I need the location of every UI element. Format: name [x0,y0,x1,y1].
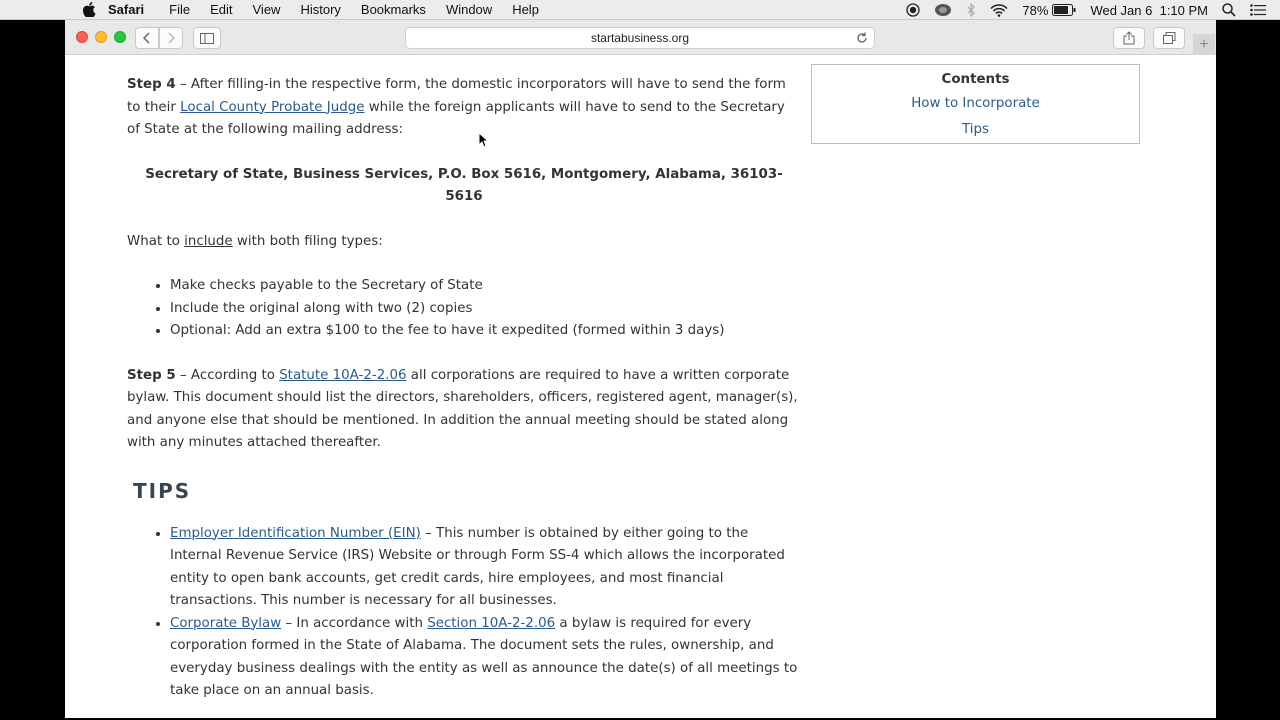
notification-center-icon[interactable] [1250,4,1266,16]
sidebar-icon [200,33,214,44]
filing-list [127,275,801,343]
battery-icon[interactable] [1052,4,1076,16]
menu-bar [0,0,1280,20]
include-link[interactable]: include [184,233,233,249]
ein-link[interactable]: Employer Identification Number (EIN) [170,525,421,541]
close-window-button[interactable] [76,31,88,43]
minimize-window-button[interactable] [95,31,107,43]
tips-heading: TIPS [133,478,192,503]
include-pre: What to [127,233,185,249]
include-post: with both filing types: [232,233,383,249]
list-item: • Include the original along with two (2) copies [170,298,801,321]
battery-percent: 78% [1022,2,1049,18]
mouse-cursor-icon [478,132,488,148]
step5-text-1: – According to [175,367,280,383]
cloud-app-icon[interactable] [934,3,952,17]
list-item: • Optional: Add an extra $100 to the fee to have it expedited (formed within 3 days) [170,320,801,343]
mailing-address: Secretary of State, Business Services, P.O. Box 5616, Montgomery, Alabama, 36103-5616 [145,166,783,204]
toc-item-tips[interactable]: Tips [962,122,989,137]
share-button[interactable] [1113,27,1145,49]
ein-text: – This number is obtained by either going to the Internal Revenue Service (IRS) Website or through Form SS-4 which allows the incorporated entity to open bank accounts, get credit cards, hire employees, and most financial transactions. This number is necessary for all businesses. [170,525,785,608]
menu-help[interactable]: Help [512,2,539,17]
forward-button[interactable] [159,27,183,49]
chevron-left-icon [143,32,151,44]
apple-menu-icon[interactable] [82,2,96,17]
menu-bookmarks[interactable]: Bookmarks [360,2,426,17]
statute-link[interactable]: Statute 10A-2-2.06 [279,367,407,383]
url-text: startabusiness.org [590,31,690,45]
address-bar[interactable] [405,27,875,49]
fullscreen-window-button[interactable] [114,31,126,43]
menu-file[interactable]: File [169,2,191,17]
toc-item-how-to-incorporate[interactable]: How to Incorporate [911,96,1040,111]
new-tab-button[interactable] [1193,34,1215,56]
bylaw-text: a bylaw is required for every corporation formed in the State of Alabama. The document sets the rules, ownership, and everyday business dealings with the entity as well as announce the date(s) of all meetings to take place on an annual basis. [170,615,798,698]
menu-view[interactable]: View [252,2,281,17]
list-item: • Make checks payable to the Secretary of State [170,275,801,298]
step5-paragraph [127,365,801,455]
share-icon [1123,31,1135,45]
spotlight-search-icon[interactable] [1222,3,1236,17]
menu-window[interactable]: Window [445,2,493,17]
clock[interactable]: Wed Jan 6 1:10 PM [1090,2,1208,18]
bylaw-text-pre: – In accordance with [281,615,428,631]
include-line [127,231,801,254]
step4-text-1: – After filling-in the respective form, the domestic incorporators will have to send the form to their [127,77,786,115]
show-tabs-button[interactable] [1153,27,1185,49]
bluetooth-icon[interactable] [966,3,976,17]
list-item [170,523,801,613]
corporate-bylaw-link[interactable]: Corporate Bylaw [170,615,282,631]
step5-label: Step 5 [127,367,176,383]
browser-window [65,20,1216,718]
browser-toolbar [65,20,1216,55]
status-area [906,0,1280,20]
toc-title: Contents [941,72,1010,87]
back-button[interactable] [135,27,159,49]
step4-label: Step 4 [127,77,176,92]
tips-list [127,523,801,703]
record-icon[interactable] [906,3,920,17]
menu-edit[interactable]: Edit [210,2,233,17]
menu-history[interactable]: History [300,2,341,17]
section-link[interactable]: Section 10A-2-2.06 [427,615,556,631]
probate-judge-link[interactable]: Local County Probate Judge [180,99,365,115]
step5-text-2: all corporations are required to have a written corporate bylaw. This document should list the directors, shareholders, officers, registered agent, manager(s), and anyone else that should be mentioned. In addition the annual meeting should be stated along with any minutes attached thereafter. [127,367,798,450]
sidebar-toggle-button[interactable] [193,27,221,49]
tabs-overview-icon [1163,32,1176,44]
article-content [127,74,801,703]
menu-app-safari[interactable]: Safari [108,2,145,17]
step4-paragraph [127,74,801,142]
chevron-right-icon [167,32,175,44]
table-of-contents [811,64,1140,144]
wifi-icon[interactable] [990,4,1008,17]
web-page [65,55,1216,718]
list-item [170,613,801,703]
plus-icon: + [1199,36,1209,53]
step4-text-2: while the foreign applicants will have to send to the Secretary of State at the following mailing address: [127,99,785,137]
reload-icon[interactable] [856,32,868,44]
